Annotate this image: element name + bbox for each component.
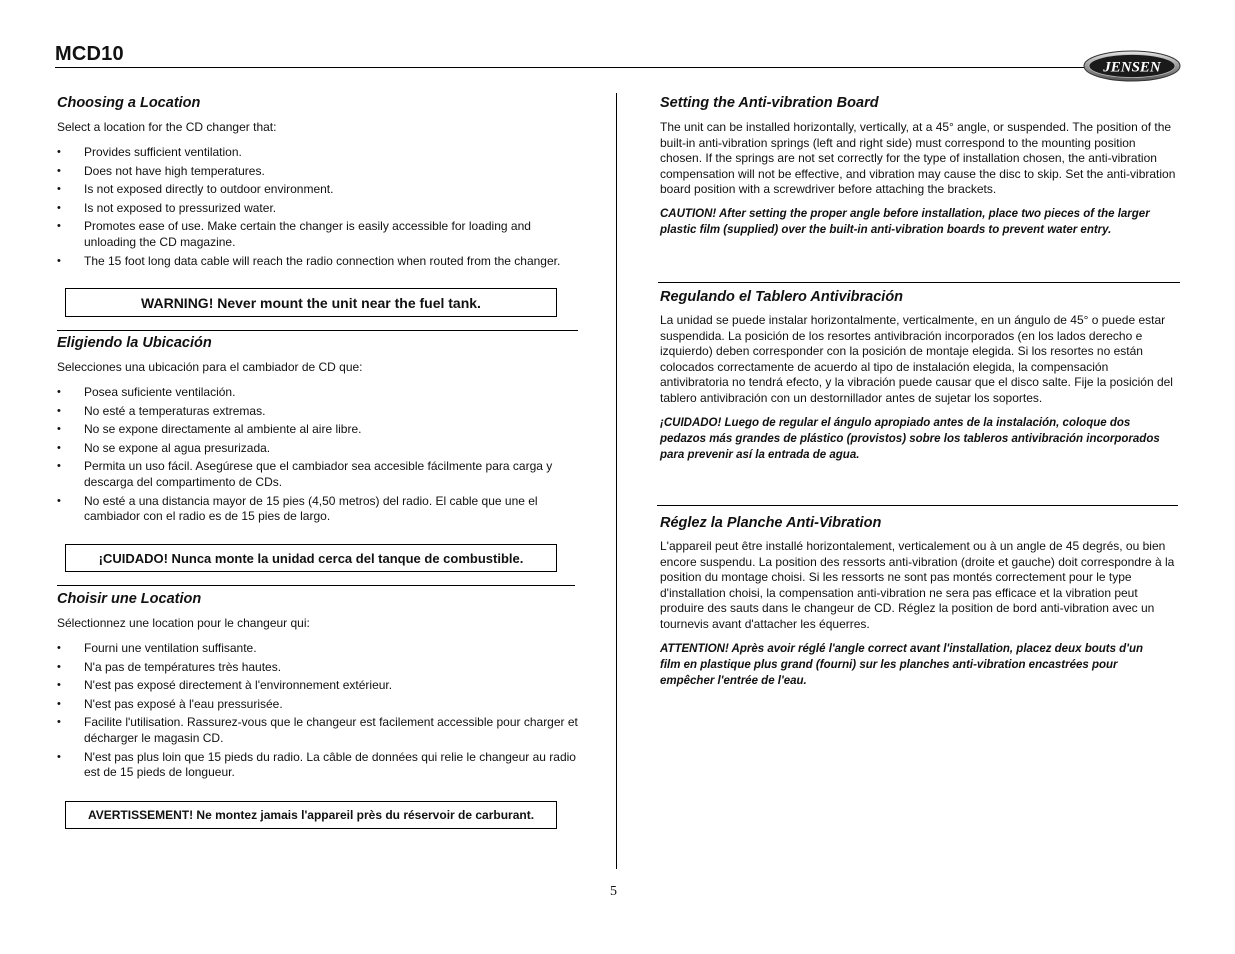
section-title-choisir-location: Choisir une Location [57,591,202,607]
list-item: • Fourni une ventilation suffisante. [57,641,579,657]
list-item: • Is not exposed directly to outdoor environment. [57,182,579,198]
list-item: • N'est pas plus loin que 15 pieds du radio. La câble de données qui relie le changeur au radio est de 15 pieds de longueur. [57,750,579,781]
warning-box-es: ¡CUIDADO! Nunca monte la unidad cerca del tanque de combustible. [65,544,557,572]
intro-text: Selecciones una ubicación para el cambiador de CD que: [57,360,363,374]
model-name: MCD10 [55,43,124,65]
body-text: L'appareil peut être installé horizontalement, verticalement ou à un angle de 45 degrés, ou bien encore suspendu. La position des ressorts anti-vibration (droite et gauche) doit correspondre à la position du montage choisi. Si les ressorts ne sont pas montés correctement pour le type d'installation choisi, la compensation anti-vibration ne sera pas efficace et la vibration peut produire des sauts dans le changeur de CD. Réglez la position de bord anti-vibration avec un tournevis avant d'attacher les équerres. [660,539,1175,631]
list-item: • Does not have high temperatures. [57,164,579,180]
intro-text: Sélectionnez une location pour le changeur qui: [57,616,310,630]
section-title-eligiendo-ubicacion: Eligiendo la Ubicación [57,335,212,351]
header-rule [55,67,1100,68]
list-item: • No se expone al agua presurizada. [57,441,579,457]
list-item: • No esté a temperaturas extremas. [57,404,579,420]
body-text: La unidad se puede instalar horizontalmente, verticalmente, en un ángulo de 45° o puede estar suspendida. La posición de los resortes antivibración incorporados (en los lados derecho e izquierdo) deben corresponder con la posición de montaje elegida. Si los resortes no están colocados correctamente de acuerdo al tipo de instalación elegida, la compensación antivibratoria no tendrá efecto, y la vibración puede causar que el disco salte. Fije la posición del tablero antivibración con un destornillador antes de sujetar los soportes. [660,313,1173,405]
requirements-list-fr [57,641,579,781]
list-item: • No se expone directamente al ambiente al aire libre. [57,422,579,438]
warning-box-en: WARNING! Never mount the unit near the fuel tank. [65,288,557,317]
list-item: • N'a pas de températures très hautes. [57,660,579,676]
section-title-tablero-antivibracion: Regulando el Tablero Antivibración [660,289,904,305]
section-title-antivibration-board: Setting the Anti-vibration Board [660,95,879,111]
list-item: • Is not exposed to pressurized water. [57,201,579,217]
list-item: • Facilite l'utilisation. Rassurez-vous que le changeur est facilement accessible pour charger et décharger le magasin CD. [57,715,579,746]
list-item: • Promotes ease of use. Make certain the changer is easily accessible for loading and unloading the CD magazine. [57,219,579,250]
caution-text: ATTENTION! Après avoir réglé l'angle correct avant l'installation, placez deux bouts d'un film en plastique plus grand (fourni) sur les planches anti-vibration encastrées pour empêcher l'entrée de l'eau. [660,643,1143,687]
requirements-list-es [57,385,579,525]
jensen-logo [1083,50,1181,82]
section-title-planche-antivibration: Réglez la Planche Anti-Vibration [660,515,882,531]
list-item: • No esté a una distancia mayor de 15 pies (4,50 metros) del radio. El cable que une el cambiador con el radio es de 15 pies de largo. [57,494,579,525]
list-item: • Permita un uso fácil. Asegúrese que el cambiador sea accesible fácilmente para carga y descarga del compartimento de CDs. [57,459,579,490]
list-item: • N'est pas exposé directement à l'environnement extérieur. [57,678,579,694]
section-rule [657,505,1178,506]
section-title-choosing-location: Choosing a Location [57,95,201,111]
logo-text: JENSEN [1103,59,1161,76]
body-text: The unit can be installed horizontally, vertically, at a 45° angle, or suspended. The position of the built-in anti-vibration springs (left and right side) must correspond to the mounting position chosen. If the springs are not set correctly for the type of installation chosen, the anti-vibration compensation will not be effective, and vibration may cause the disc to skip. Set the anti-vibration board position with a screwdriver before attaching the brackets. [660,120,1176,197]
section-rule [57,330,578,331]
requirements-list-en [57,145,579,269]
list-item: • N'est pas exposé à l'eau pressurisée. [57,697,579,713]
column-divider [616,93,617,869]
list-item: • Provides sufficient ventilation. [57,145,579,161]
warning-box-fr: AVERTISSEMENT! Ne montez jamais l'appareil près du réservoir de carburant. [65,801,557,829]
section-rule [57,585,575,586]
list-item: • Posea suficiente ventilación. [57,385,579,401]
section-rule [658,282,1180,283]
page-number: 5 [610,884,617,899]
list-item: • The 15 foot long data cable will reach the radio connection when routed from the changer. [57,254,579,270]
caution-text: CAUTION! After setting the proper angle before installation, place two pieces of the larger plastic film (supplied) over the built-in anti-vibration boards to prevent water entry. [660,208,1150,236]
intro-text: Select a location for the CD changer that: [57,120,277,134]
caution-text: ¡CUIDADO! Luego de regular el ángulo apropiado antes de la instalación, coloque dos pedazos más grandes de plástico (provistos) sobre los tableros antivibración incorporados para prevenir así la entrada de agua. [660,417,1160,461]
